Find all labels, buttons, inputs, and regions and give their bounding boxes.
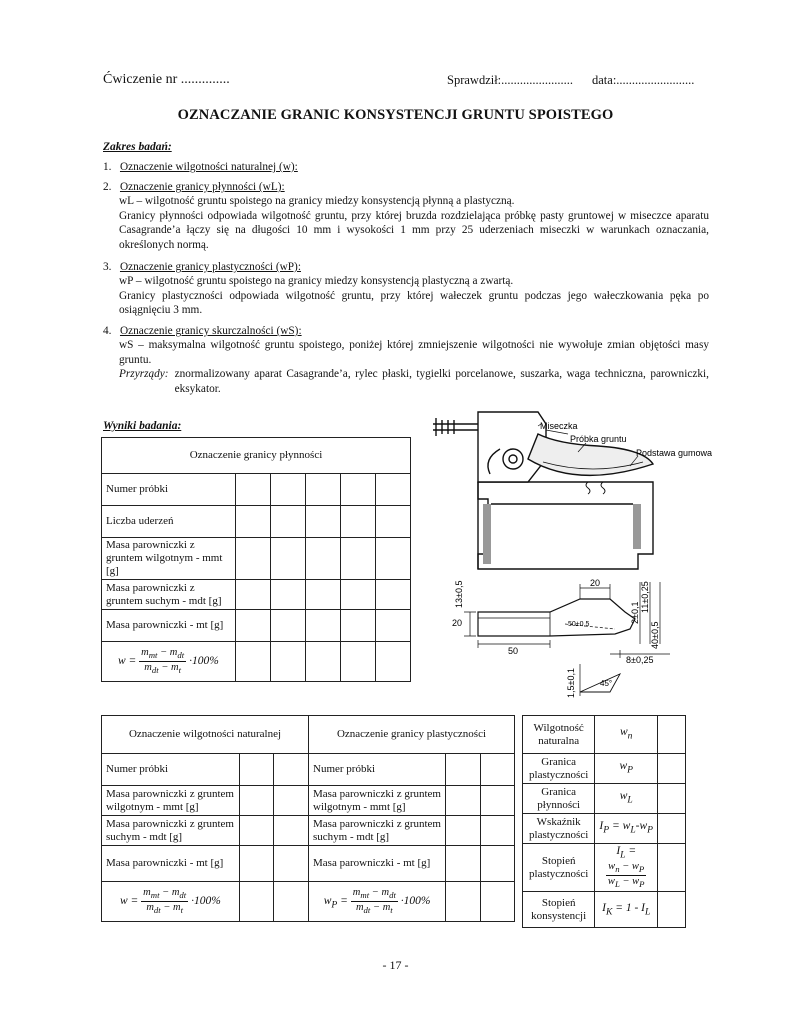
input-cell[interactable]: [235, 642, 270, 682]
liquid-row-label: Liczba uderzeń: [102, 506, 236, 538]
input-cell[interactable]: [446, 882, 480, 922]
scope-heading: Zakres badań:: [103, 141, 172, 153]
scope-item-1-label: Oznaczenie wilgotności naturalnej (w):: [119, 161, 298, 173]
natural-row-label: Masa parowniczki - mt [g]: [102, 846, 240, 882]
input-cell[interactable]: [270, 538, 305, 580]
input-cell[interactable]: [480, 816, 514, 846]
liquid-row-label: Numer próbki: [102, 474, 236, 506]
summary-label: Granica płynności: [523, 784, 595, 814]
summary-symbol: $I_K = 1 - I_L$: [595, 892, 658, 928]
plastic-row-label: Masa parowniczki - mt [g]: [309, 846, 446, 882]
input-cell[interactable]: [658, 814, 686, 844]
plastic-limit-table: [308, 715, 515, 922]
input-cell[interactable]: [375, 610, 410, 642]
dim-label: 8±0,25: [626, 655, 654, 665]
dim-label: 40±0,5: [650, 621, 660, 649]
input-cell[interactable]: [340, 610, 375, 642]
label-sample: Próbka gruntu: [570, 434, 627, 444]
summary-symbol: $I_L$ = $\frac{w_n - w_P}{w_L - w_P}$: [595, 844, 658, 892]
scope-item-2: 2. Oznaczenie granicy płynności (wL): wL – wilgotność gruntu spoistego na granicy miedzy konsystencją płynną a plastyczną. Granicy płynności odpowiada wilgotność gruntu, przy której bruzda rozdzielająca próbkę pasty gruntowej w miseczce aparatu Casagrande’a łączy się na długości 10 mm i wysokości 1 mm przy 25 uderzeniach miseczki w warunkach oznaczania, określonych normą.: [103, 181, 709, 251]
natural-row-label: Masa parowniczki z gruntem wilgotnym - mmt [g]: [102, 786, 240, 816]
liquid-formula: w = $\frac{m_{mt} - m_{dt}}{m_{dt} - m_t}$ ·100%: [102, 642, 236, 682]
checked-by: Sprawdził:.......................: [447, 73, 574, 87]
input-cell[interactable]: [375, 642, 410, 682]
input-cell[interactable]: [274, 816, 309, 846]
dim-label: 45°: [600, 679, 613, 688]
scope-item-3: 3. Oznaczenie granicy plastyczności (wP): wP – wilgotność gruntu spoistego na granicy miedzy konsystencją plastyczną a zwartą. Granicy plastyczności odpowiada wilgotność gruntu, przy której wałeczek gruntu podczas jego wałeczkowania pęka po osiągnięciu 3 mm.: [103, 261, 709, 317]
input-cell[interactable]: [340, 642, 375, 682]
plastic-limit-header: Oznaczenie granicy plastyczności: [309, 716, 515, 754]
page-number: - 17 -: [382, 958, 409, 972]
input-cell[interactable]: [658, 892, 686, 928]
summary-label: Granica plastyczności: [523, 754, 595, 784]
input-cell[interactable]: [270, 580, 305, 610]
input-cell[interactable]: [239, 786, 274, 816]
input-cell[interactable]: [305, 642, 340, 682]
input-cell[interactable]: [658, 844, 686, 892]
page-title: OZNACZANIE GRANIC KONSYSTENCJI GRUNTU SPOISTEGO: [177, 107, 614, 123]
grooving-tool-drawing: [450, 574, 700, 706]
input-cell[interactable]: [239, 846, 274, 882]
input-cell[interactable]: [375, 506, 410, 538]
summary-symbol: $w_n$: [595, 716, 658, 754]
input-cell[interactable]: [658, 784, 686, 814]
scope-item-4-label: Oznaczenie granicy skurczalności (wS):: [119, 325, 302, 337]
input-cell[interactable]: [446, 754, 480, 786]
natural-row-label: Numer próbki: [102, 754, 240, 786]
scope-item-2-def: wL – wilgotność gruntu spoistego na granicy miedzy konsystencją płynną a plastyczną.: [119, 195, 515, 208]
tools-list: znormalizowany aparat Casagrande’a, rylec płaski, tygielki porcelanowe, suszarka, waga techniczna, parowniczki, eksykator.: [174, 368, 709, 395]
label-base: Podstawa gumowa: [636, 448, 713, 458]
input-cell[interactable]: [305, 610, 340, 642]
liquid-row-label: Masa parowniczki z gruntem suchym - mdt [g]: [102, 580, 236, 610]
dim-label: 50: [508, 646, 519, 656]
input-cell[interactable]: [270, 506, 305, 538]
summary-symbol: $w_P$: [595, 754, 658, 784]
input-cell[interactable]: [270, 642, 305, 682]
dim-label: 11±0,25: [640, 581, 650, 613]
dim-label: 20: [452, 618, 463, 628]
label-bowl: Miseczka: [540, 421, 578, 431]
input-cell[interactable]: [658, 716, 686, 754]
input-cell[interactable]: [305, 474, 340, 506]
dim-label: 50±0,5: [568, 621, 590, 628]
liquid-limit-header: Oznaczenie granicy płynności: [102, 438, 411, 474]
input-cell[interactable]: [235, 580, 270, 610]
plastic-row-label: Masa parowniczki z gruntem suchym - mdt [g]: [309, 816, 446, 846]
plastic-row-label: Numer próbki: [309, 754, 446, 786]
input-cell[interactable]: [235, 506, 270, 538]
input-cell[interactable]: [239, 754, 274, 786]
input-cell[interactable]: [375, 580, 410, 610]
summary-symbol: $I_P = w_L-w_P$: [595, 814, 658, 844]
input-cell[interactable]: [480, 786, 514, 816]
results-heading: Wyniki badania:: [103, 420, 182, 432]
input-cell[interactable]: [239, 816, 274, 846]
liquid-row-label: Masa parowniczki z gruntem wilgotnym - mmt [g]: [102, 538, 236, 580]
dim-label: 20: [590, 578, 601, 588]
input-cell[interactable]: [235, 610, 270, 642]
input-cell[interactable]: [305, 506, 340, 538]
natural-moisture-header: Oznaczenie wilgotności naturalnej: [102, 716, 309, 754]
scope-item-3-def: wP – wilgotność gruntu spoistego na granicy miedzy konsystencją plastyczną a zwartą.: [119, 275, 514, 288]
natural-formula: w = $\frac{m_{mt} - m_{dt}}{m_{dt} - m_t}$ ·100%: [102, 882, 240, 922]
input-cell[interactable]: [340, 580, 375, 610]
input-cell[interactable]: [270, 610, 305, 642]
tools-label: Przyrządy:: [119, 368, 169, 381]
summary-label: Stopień konsystencji: [523, 892, 595, 928]
liquid-row-label: Masa parowniczki - mt [g]: [102, 610, 236, 642]
scope-item-3-desc: Granicy plastyczności odpowiada wilgotność gruntu, przy której wałeczek gruntu podczas jego wałeczkowania pęka po osiągnięciu 3 mm.: [119, 289, 709, 317]
input-cell[interactable]: [235, 538, 270, 580]
input-cell[interactable]: [274, 882, 309, 922]
summary-label: Wilgotność naturalna: [523, 716, 595, 754]
input-cell[interactable]: [446, 816, 480, 846]
summary-label: Stopień plastyczności: [523, 844, 595, 892]
date-field: data:.........................: [592, 73, 695, 87]
input-cell[interactable]: [274, 786, 309, 816]
scope-item-1: 1. Oznaczenie wilgotności naturalnej (w):: [103, 161, 298, 173]
liquid-limit-table: [101, 437, 411, 682]
scope-item-2-label: Oznaczenie granicy płynności (wL):: [119, 181, 285, 193]
dim-label: 1,5±0,1: [566, 668, 576, 698]
input-cell[interactable]: [340, 506, 375, 538]
input-cell[interactable]: [480, 882, 514, 922]
summary-label: Wskaźnik plastyczności: [523, 814, 595, 844]
scope-item-4-def: wS – maksymalna wilgotność gruntu spoistego, poniżej której zmniejszenie wilgotności nie wywołuje zmian objętości masy gruntu.: [119, 339, 709, 366]
scope-item-4: 4. Oznaczenie granicy skurczalności (wS): wS – maksymalna wilgotność gruntu spoistego, poniżej której zmniejszenie wilgotności nie wywołuje zmian objętości masy gruntu. Przyrządy: znormalizowany aparat Casagrande’a, rylec płaski, tygielki porcelanowe, suszarka, waga techniczna, parowniczki, eksykator.: [103, 325, 709, 395]
input-cell[interactable]: [446, 786, 480, 816]
input-cell[interactable]: [340, 538, 375, 580]
input-cell[interactable]: [658, 754, 686, 784]
summary-table: [522, 715, 686, 928]
input-cell[interactable]: [235, 474, 270, 506]
input-cell[interactable]: [480, 846, 514, 882]
input-cell[interactable]: [305, 580, 340, 610]
casagrande-apparatus-figure: [428, 404, 718, 574]
input-cell[interactable]: [375, 538, 410, 580]
plastic-row-label: Masa parowniczki z gruntem wilgotnym - mmt [g]: [309, 786, 446, 816]
input-cell[interactable]: [239, 882, 274, 922]
input-cell[interactable]: [446, 846, 480, 882]
natural-moisture-table: [101, 715, 309, 922]
natural-row-label: Masa parowniczki z gruntem suchym - mdt [g]: [102, 816, 240, 846]
input-cell[interactable]: [270, 474, 305, 506]
input-cell[interactable]: [274, 846, 309, 882]
plastic-formula: $w_P$ = $\frac{m_{mt} - m_{dt}}{m_{dt} - m_t}$ ·100%: [309, 882, 446, 922]
input-cell[interactable]: [480, 754, 514, 786]
input-cell[interactable]: [274, 754, 309, 786]
input-cell[interactable]: [305, 538, 340, 580]
exercise-number: Ćwiczenie nr ..............: [103, 72, 230, 87]
dim-label: 13±0,5: [454, 580, 464, 608]
input-cell[interactable]: [375, 474, 410, 506]
scope-item-2-desc: Granicy płynności odpowiada wilgotność gruntu, przy której bruzda rozdzielająca próbkę pasty gruntowej w miseczce aparatu Casagrande’a łączy się na długości 10 mm i wysokości 1 mm przy 25 uderzeniach miseczki w warunkach oznaczania, określonych normą.: [119, 209, 709, 251]
input-cell[interactable]: [340, 474, 375, 506]
summary-symbol: $w_L$: [595, 784, 658, 814]
dim-label: 2±0,1: [630, 601, 640, 624]
scope-item-3-label: Oznaczenie granicy plastyczności (wP):: [119, 261, 301, 273]
